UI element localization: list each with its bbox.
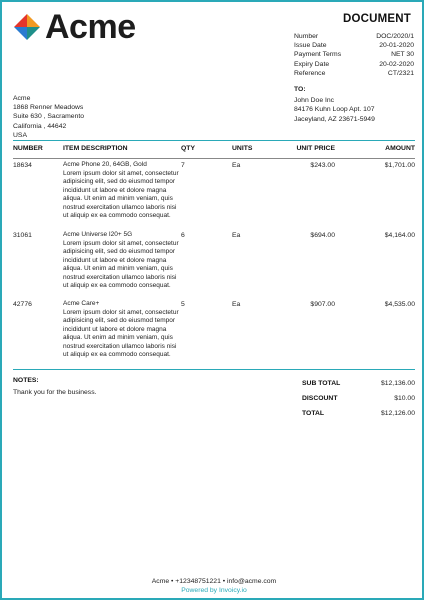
discount-row bbox=[302, 394, 415, 409]
acme-logo-icon bbox=[13, 13, 41, 41]
row-number: 18634 bbox=[13, 162, 32, 169]
discount-label: DISCOUNT bbox=[302, 395, 338, 402]
item-name: Acme Universe I20+ 5G bbox=[63, 231, 133, 238]
row-amount: $1,701.00 bbox=[384, 162, 415, 169]
row-unit-price: $907.00 bbox=[310, 301, 335, 308]
sender-line: Suite 630 , Sacramento bbox=[13, 113, 85, 121]
sender-line: California , 44642 bbox=[13, 122, 67, 130]
item-body: Lorem ipsum dolor sit amet, consectetur adipisicing elit, sed do eiusmod tempor incididunt ut labore et dolore magna aliqua. Ut enim ad minim veniam, quis nostrud exercitation ullamco laboris nisi ut aliquip ex ea commodo consequat. bbox=[63, 308, 179, 358]
row-description bbox=[63, 300, 181, 360]
sender-address bbox=[13, 94, 84, 140]
document-title: DOCUMENT bbox=[342, 13, 411, 25]
notes-section bbox=[13, 376, 97, 397]
row-description bbox=[63, 161, 181, 221]
meta-row-number bbox=[294, 32, 414, 41]
meta-label: Reference bbox=[294, 69, 326, 77]
row-units: Ea bbox=[232, 232, 241, 239]
meta-row-issue-date bbox=[294, 41, 414, 50]
document-meta bbox=[294, 32, 414, 78]
subtotal-row bbox=[302, 379, 415, 394]
meta-label: Issue Date bbox=[294, 42, 327, 50]
header-unit-price: UNIT PRICE bbox=[296, 145, 335, 152]
table-header bbox=[13, 145, 415, 157]
total-value: $12,126.00 bbox=[380, 410, 415, 417]
notes-label: NOTES: bbox=[13, 377, 39, 384]
row-qty: 5 bbox=[181, 301, 185, 308]
company-logo bbox=[13, 10, 136, 44]
recipient-address bbox=[294, 85, 375, 124]
recipient-line: John Doe Inc bbox=[294, 97, 335, 105]
meta-value: CT/2321 bbox=[387, 69, 414, 77]
table-bottom-divider bbox=[13, 369, 415, 370]
table-top-divider bbox=[13, 140, 415, 141]
item-name: Acme Care+ bbox=[63, 300, 100, 307]
row-number: 42776 bbox=[13, 301, 32, 308]
recipient-line: 84176 Kuhn Loop Apt. 107 bbox=[294, 106, 375, 114]
row-units: Ea bbox=[232, 301, 241, 308]
row-units: Ea bbox=[232, 162, 241, 169]
sender-line: USA bbox=[13, 131, 27, 139]
meta-row-reference bbox=[294, 69, 414, 78]
notes-text: Thank you for the business. bbox=[13, 389, 97, 397]
meta-value: 20-02-2020 bbox=[379, 60, 414, 68]
item-body: Lorem ipsum dolor sit amet, consectetur adipisicing elit, sed do eiusmod tempor incididunt ut labore et dolore magna aliqua. Ut enim ad minim veniam, quis nostrud exercitation ullamco laboris nisi ut aliquip ex ea commodo consequat. bbox=[63, 239, 179, 289]
discount-value: $10.00 bbox=[394, 395, 415, 402]
row-amount: $4,535.00 bbox=[384, 301, 415, 308]
footer bbox=[2, 577, 424, 595]
row-number: 31061 bbox=[13, 232, 32, 239]
recipient-heading: TO: bbox=[294, 86, 306, 93]
meta-label: Payment Terms bbox=[294, 51, 342, 59]
row-description bbox=[63, 231, 181, 291]
subtotal-label: SUB TOTAL bbox=[302, 380, 341, 387]
subtotal-value: $12,136.00 bbox=[380, 380, 415, 387]
row-unit-price: $243.00 bbox=[310, 162, 335, 169]
total-label: TOTAL bbox=[302, 410, 325, 417]
header-description: ITEM DESCRIPTION bbox=[63, 145, 128, 152]
header-units: UNITS bbox=[232, 145, 253, 152]
item-name: Acme Phone 20, 64GB, Gold bbox=[63, 161, 147, 168]
meta-value: DOC/2020/1 bbox=[376, 33, 414, 40]
table-header-divider bbox=[13, 158, 415, 159]
powered-by-link[interactable]: Powered by Invoicy.io bbox=[181, 587, 247, 595]
footer-contact: Acme • +12348751221 • info@acme.com bbox=[151, 578, 277, 585]
header-amount: AMOUNT bbox=[385, 145, 415, 152]
row-unit-price: $694.00 bbox=[310, 232, 335, 239]
row-qty: 7 bbox=[181, 162, 185, 169]
meta-row-payment-terms bbox=[294, 50, 414, 59]
sender-line: 1868 Renner Meadows bbox=[13, 104, 84, 112]
header-number: NUMBER bbox=[13, 145, 43, 152]
totals-section bbox=[302, 379, 415, 424]
sender-line: Acme bbox=[13, 95, 31, 102]
recipient-line: Jaceyland, AZ 23671-5949 bbox=[294, 115, 375, 123]
meta-value: 20-01-2020 bbox=[379, 42, 414, 50]
header-qty: QTY bbox=[181, 145, 195, 152]
logo-wordmark: Acme bbox=[45, 8, 136, 46]
total-row bbox=[302, 409, 415, 424]
meta-label: Expiry Date bbox=[294, 60, 330, 68]
item-body: Lorem ipsum dolor sit amet, consectetur adipisicing elit, sed do eiusmod tempor incididunt ut labore et dolore magna aliqua. Ut enim ad minim veniam, quis nostrud exercitation ullamco laboris nisi ut aliquip ex ea commodo consequat. bbox=[63, 169, 179, 219]
meta-value: NET 30 bbox=[391, 51, 414, 59]
meta-row-expiry-date bbox=[294, 60, 414, 69]
meta-label: Number bbox=[294, 33, 319, 40]
row-amount: $4,164.00 bbox=[384, 232, 415, 239]
row-qty: 6 bbox=[181, 232, 185, 239]
